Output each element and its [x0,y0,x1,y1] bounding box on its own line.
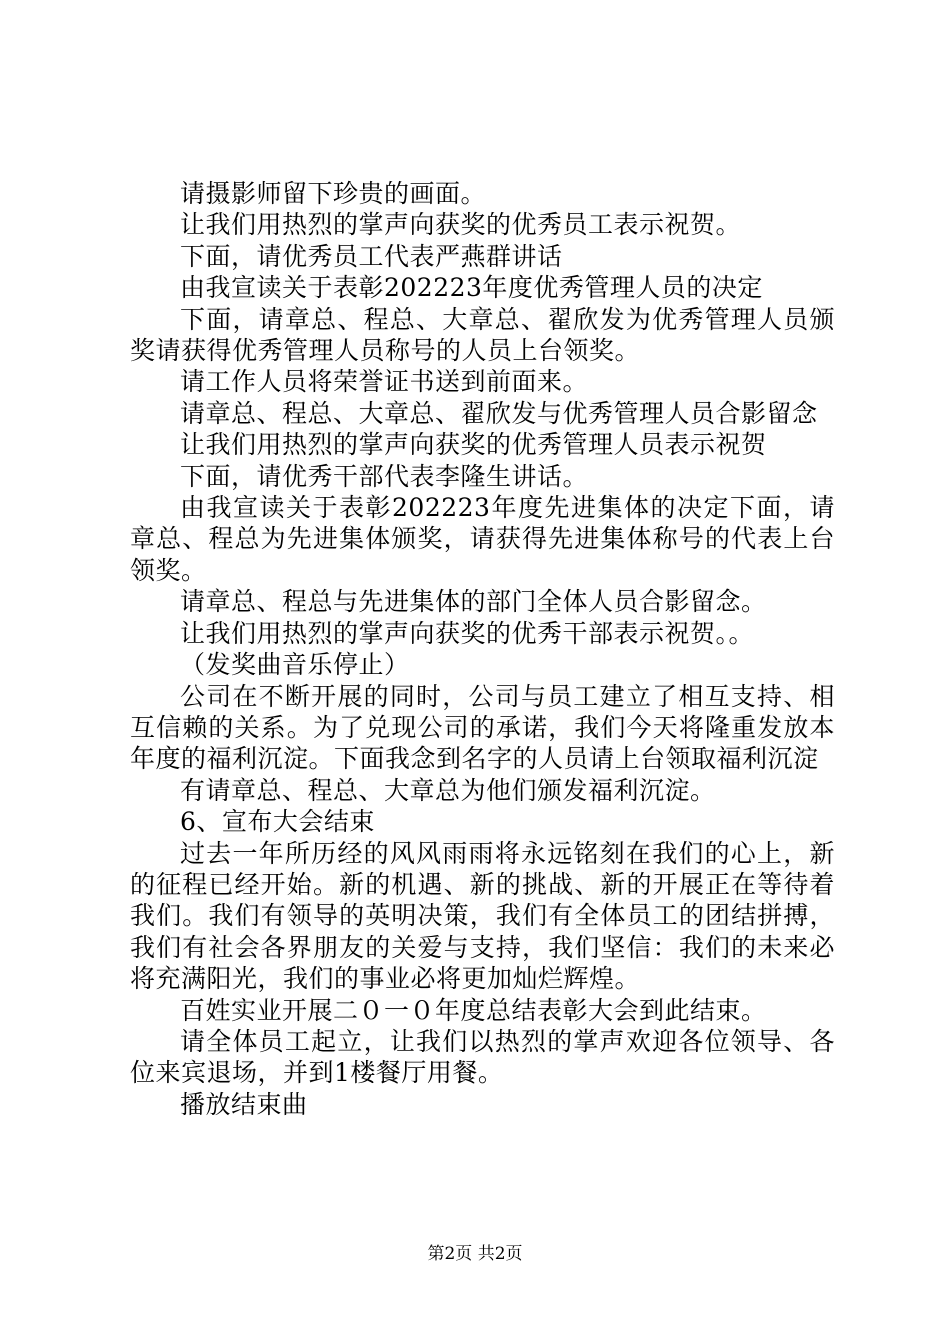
paragraph: 请章总、程总、大章总、翟欣发与优秀管理人员合影留念 [180,398,818,428]
paragraph: 由我宣读关于表彰202223年度优秀管理人员的决定 [180,273,763,303]
paragraph: 由我宣读关于表彰202223年度先进集体的决定下面，请章总、程总为先进集体颁奖，请获得先进集体称号的代表上台领奖。 [130,493,835,585]
paragraph: 过去一年所历经的风风雨雨将永远铭刻在我们的心上，新的征程已经开始。新的机遇、新的挑战、新的开展正在等待着我们。我们有领导的英明决策，我们有全体员工的团结拼搏，我们有社会各界朋友的关爱与支持，我们坚信：我们的未来必将充满阳光，我们的事业必将更加灿烂辉煌。 [130,838,835,994]
paragraph: （发奖曲音乐停止） [180,650,410,680]
paragraph: 请工作人员将荣誉证书送到前面来。 [180,367,589,397]
paragraph: 公司在不断开展的同时，公司与员工建立了相互支持、相互信赖的关系。为了兑现公司的承诺，我们今天将隆重发放本年度的福利沉淀。下面我念到名字的人员请上台领取福利沉淀 [130,681,835,774]
paragraph: 让我们用热烈的掌声向获奖的优秀管理人员表示祝贺 [180,430,767,460]
document-body [130,178,835,1120]
paragraph: 请全体员工起立，让我们以热烈的掌声欢迎各位领导、各位来宾退场，并到1楼餐厅用餐。 [130,1026,835,1088]
paragraph: 请摄影师留下珍贵的画面。 [180,179,487,208]
paragraph: 百姓实业开展二０一０年度总结表彰大会到此结束。 [180,995,767,1025]
paragraph: 让我们用热烈的掌声向获奖的优秀员工表示祝贺。 [180,210,742,240]
paragraph: 下面，请优秀员工代表严燕群讲话 [180,241,563,271]
paragraph: 让我们用热烈的掌声向获奖的优秀干部表示祝贺。。 [180,618,755,648]
paragraph: 请章总、程总与先进集体的部门全体人员合影留念。 [180,587,767,617]
paragraph: 有请章总、程总、大章总为他们颁发福利沉淀。 [180,775,716,805]
paragraph: 下面，请章总、程总、大章总、翟欣发为优秀管理人员颁奖请获得优秀管理人员称号的人员上台领奖。 [130,304,835,366]
section-heading: 6、宣布大会结束 [180,807,375,837]
page-number-footer: 第2页 共2页 [427,1244,523,1264]
paragraph: 下面，请优秀干部代表李隆生讲话。 [180,461,589,491]
paragraph: 播放结束曲 [180,1089,308,1119]
